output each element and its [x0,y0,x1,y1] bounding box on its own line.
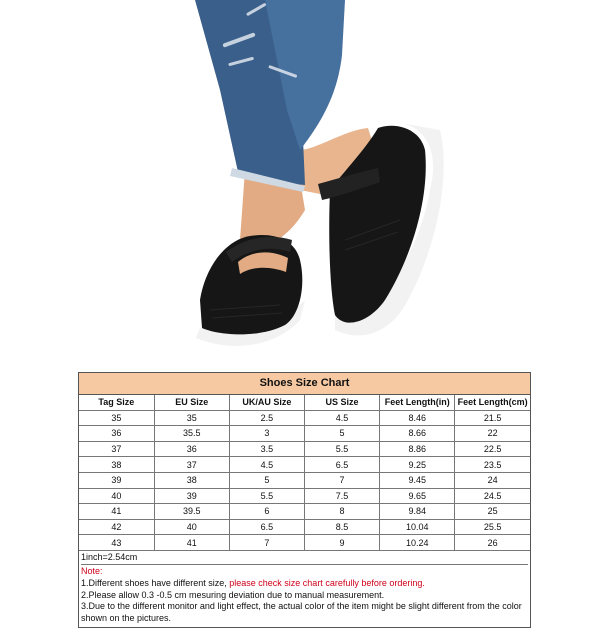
table-cell: 7 [229,535,304,551]
table-cell: 5.5 [304,441,379,457]
note-1 [81,578,528,590]
table-cell: 8.5 [304,519,379,535]
table-cell: 26 [455,535,530,551]
table-cell: 5 [304,426,379,442]
table-cell: 9.25 [380,457,455,473]
table-cell: 22 [455,426,530,442]
table-cell: 36 [79,426,154,442]
table-cell: 7 [304,472,379,488]
table-cell: 39 [154,488,229,504]
table-cell: 9.84 [380,504,455,520]
table-cell: 9.65 [380,488,455,504]
table-cell: 35 [154,410,229,426]
table-row [79,441,530,457]
table-cell: 6.5 [229,519,304,535]
table-cell: 4.5 [304,410,379,426]
table-cell: 9.45 [380,472,455,488]
table-cell: 25.5 [455,519,530,535]
table-cell: 6 [229,504,304,520]
table-cell: 38 [154,472,229,488]
table-cell: 41 [79,504,154,520]
notes-title: Note: [81,564,528,579]
table-cell: 2.5 [229,410,304,426]
table-cell: 8.46 [380,410,455,426]
table-row [79,426,530,442]
table-cell: 36 [154,441,229,457]
note-3: 3.Due to the different monitor and light effect, the actual color of the item might be slight different from the color shown on the pictures. [81,601,522,623]
note-1-text: 1.Different shoes have different size, [81,578,230,589]
notes-section [79,551,530,627]
table-cell: 3.5 [229,441,304,457]
table-cell: 25 [455,504,530,520]
table-cell: 5.5 [229,488,304,504]
table-header-row [79,395,530,410]
size-chart [78,372,531,628]
column-header-feet-length-cm: Feet Length(cm) [455,395,530,410]
table-cell: 24.5 [455,488,530,504]
table-cell: 22.5 [455,441,530,457]
table-cell: 42 [79,519,154,535]
table-cell: 8.86 [380,441,455,457]
table-cell: 6.5 [304,457,379,473]
table-cell: 10.24 [380,535,455,551]
table-row [79,410,530,426]
table-cell: 23.5 [455,457,530,473]
table-cell: 8.66 [380,426,455,442]
conversion-note: 1inch=2.54cm [81,551,138,562]
table-cell: 7.5 [304,488,379,504]
size-table [79,395,530,551]
table-cell: 35.5 [154,426,229,442]
column-header-feet-length-in: Feet Length(in) [380,395,455,410]
table-cell: 37 [79,441,154,457]
column-header-uk-au-size: UK/AU Size [229,395,304,410]
table-row [79,472,530,488]
table-cell: 10.04 [380,519,455,535]
table-cell: 8 [304,504,379,520]
note-1-warning: please check size chart carefully before ordering. [229,578,425,589]
table-cell: 37 [154,457,229,473]
table-cell: 41 [154,535,229,551]
table-cell: 40 [79,488,154,504]
table-row [79,457,530,473]
note-2: 2.Please allow 0.3 -0.5 cm mesuring deviation due to manual measurement. [81,589,385,600]
size-chart-title: Shoes Size Chart [79,373,530,395]
table-cell: 38 [79,457,154,473]
table-cell: 39 [79,472,154,488]
table-row [79,519,530,535]
table-row [79,535,530,551]
table-cell: 9 [304,535,379,551]
column-header-us-size: US Size [304,395,379,410]
table-row [79,488,530,504]
table-row [79,504,530,520]
table-cell: 39.5 [154,504,229,520]
table-cell: 35 [79,410,154,426]
table-cell: 5 [229,472,304,488]
table-cell: 3 [229,426,304,442]
table-cell: 24 [455,472,530,488]
table-cell: 43 [79,535,154,551]
table-cell: 21.5 [455,410,530,426]
column-header-tag-size: Tag Size [79,395,154,410]
column-header-eu-size: EU Size [154,395,229,410]
table-cell: 40 [154,519,229,535]
table-cell: 4.5 [229,457,304,473]
